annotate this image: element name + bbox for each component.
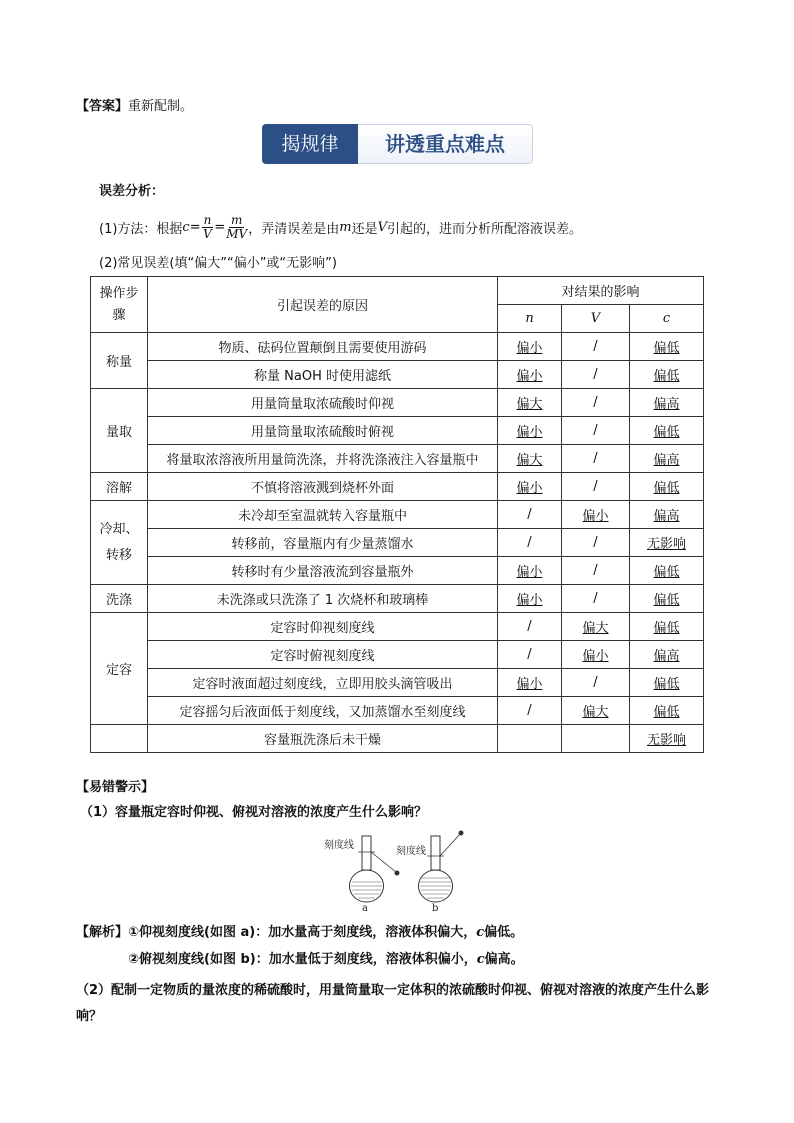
fig-caption-a: a — [362, 903, 368, 914]
row-n: 偏小 — [498, 361, 562, 389]
table-row — [91, 501, 704, 529]
group-fix: 定容 — [91, 613, 148, 725]
row-n: 偏小 — [498, 473, 562, 501]
row-c: 无影响 — [630, 725, 704, 753]
row-c: 偏低 — [630, 473, 704, 501]
analysis-bracket: 【解析】 — [76, 925, 129, 940]
analysis-line-1 — [76, 921, 523, 940]
row-c: 偏高 — [630, 389, 704, 417]
row-V: 偏小 — [562, 501, 630, 529]
table-row — [91, 697, 704, 725]
row-c: 偏低 — [630, 557, 704, 585]
table-row — [91, 585, 704, 613]
method-suffix-b: 还是 — [351, 222, 378, 237]
method-V: V — [377, 220, 387, 235]
row-reason: 定容时俯视刻度线 — [148, 641, 498, 669]
row-n: / — [498, 641, 562, 669]
row-reason: 不慎将溶液溅到烧杯外面 — [148, 473, 498, 501]
row-V: 偏小 — [562, 641, 630, 669]
header-V: V — [562, 305, 630, 333]
group-transfer: 冷却、转移 — [91, 501, 148, 585]
table-row — [91, 389, 704, 417]
analysis-1-end: 偏低。 — [484, 925, 524, 940]
row-c: 偏低 — [630, 361, 704, 389]
question-1: （1）容量瓶定容时仰视、俯视对溶液的浓度产生什么影响？ — [80, 805, 428, 820]
row-n: 偏小 — [498, 585, 562, 613]
row-c: 偏低 — [630, 417, 704, 445]
row-V: / — [562, 473, 630, 501]
row-n: 偏大 — [498, 389, 562, 417]
header-step: 操作步骤 — [91, 277, 148, 333]
fig-label-b: 刻度线 — [396, 846, 426, 857]
warning-title: 【易错警示】 — [76, 780, 155, 795]
flask-figure — [318, 828, 478, 914]
table-row — [91, 613, 704, 641]
analysis-line-2 — [128, 948, 524, 967]
row-n: 偏小 — [498, 333, 562, 361]
header-reason: 引起误差的原因 — [148, 277, 498, 333]
method-suffix-a: ，弄清误差是由 — [248, 222, 340, 237]
row-reason: 转移时有少量溶液流到容量瓶外 — [148, 557, 498, 585]
row-c: 偏低 — [630, 613, 704, 641]
row-reason: 定容时液面超过刻度线，立即用胶头滴管吸出 — [148, 669, 498, 697]
method-prefix: (1)方法：根据 — [99, 222, 183, 237]
header-c: c — [630, 305, 704, 333]
table-row — [91, 641, 704, 669]
analysis-heading: 误差分析： — [99, 184, 165, 199]
row-c: 偏低 — [630, 697, 704, 725]
row-V: 偏大 — [562, 697, 630, 725]
table-row — [91, 361, 704, 389]
row-c: 偏高 — [630, 501, 704, 529]
row-c: 偏高 — [630, 641, 704, 669]
group-measure: 量取 — [91, 389, 148, 473]
answer-bracket: 【答案】 — [76, 99, 129, 114]
row-n: 偏小 — [498, 669, 562, 697]
fraction-numerator-n: n — [203, 213, 212, 227]
formula-eq-2: = — [214, 220, 226, 235]
row-n: 偏小 — [498, 557, 562, 585]
error-table — [90, 276, 704, 753]
row-n: 偏大 — [498, 445, 562, 473]
fig-caption-b: b — [432, 903, 439, 914]
row-reason: 用量筒量取浓硫酸时仰视 — [148, 389, 498, 417]
fraction-m-over-MV — [226, 214, 247, 241]
flask-b — [419, 831, 464, 903]
row-n — [498, 725, 562, 753]
banner-right-label: 讲透重点难点 — [358, 124, 533, 164]
method-suffix-c: 引起的，进而分析所配溶液误差。 — [386, 222, 582, 237]
group-weigh: 称量 — [91, 333, 148, 389]
analysis-2-c: c — [476, 952, 485, 967]
row-n: / — [498, 697, 562, 725]
row-n: / — [498, 613, 562, 641]
table-row — [91, 725, 704, 753]
row-V: 偏大 — [562, 613, 630, 641]
row-n: / — [498, 529, 562, 557]
question-2: （2）配制一定物质的量浓度的稀硫酸时，用量筒量取一定体积的浓硫酸时仰视、俯视对溶液的浓度产生什么影响？ — [76, 983, 710, 1024]
table-row — [91, 473, 704, 501]
fraction-numerator-m: m — [231, 213, 243, 227]
table-row — [91, 333, 704, 361]
table-row — [91, 669, 704, 697]
group-wash: 洗涤 — [91, 585, 148, 613]
row-reason: 定容时仰视刻度线 — [148, 613, 498, 641]
row-c: 偏低 — [630, 669, 704, 697]
analysis-2-end: 偏高。 — [484, 952, 524, 967]
row-reason: 物质、砝码位置颠倒且需要使用游码 — [148, 333, 498, 361]
analysis-2-text: ②俯视刻度线(如图 b)：加水量低于刻度线，溶液体积偏小， — [128, 952, 477, 967]
row-c: 偏低 — [630, 585, 704, 613]
row-c: 偏高 — [630, 445, 704, 473]
row-reason: 称量 NaOH 时使用滤纸 — [148, 361, 498, 389]
table-row — [91, 445, 704, 473]
row-V: / — [562, 557, 630, 585]
fraction-denominator-MV: MV — [226, 227, 248, 241]
fig-label-a: 刻度线 — [324, 840, 354, 851]
header-n: n — [498, 305, 562, 333]
common-errors-line: (2)常见误差(填“偏大”“偏小”或“无影响”) — [99, 256, 337, 271]
formula-c: c — [182, 220, 190, 235]
row-c: 偏低 — [630, 333, 704, 361]
row-n: 偏小 — [498, 417, 562, 445]
row-V: / — [562, 529, 630, 557]
fraction-denominator-V: V — [203, 227, 212, 241]
row-V: / — [562, 333, 630, 361]
row-reason: 未冷却至室温就转入容量瓶中 — [148, 501, 498, 529]
formula-eq-1: = — [189, 220, 201, 235]
row-reason: 定容摇匀后液面低于刻度线，又加蒸馏水至刻度线 — [148, 697, 498, 725]
method-m: m — [339, 220, 352, 235]
row-reason: 容量瓶洗涤后未干燥 — [148, 725, 498, 753]
row-V: / — [562, 361, 630, 389]
header-effect: 对结果的影响 — [498, 277, 704, 305]
table-row — [91, 417, 704, 445]
section-banner — [262, 124, 532, 164]
group-empty — [91, 725, 148, 753]
row-reason: 用量筒量取浓硫酸时俯视 — [148, 417, 498, 445]
fraction-n-over-V — [202, 214, 214, 241]
row-V: / — [562, 445, 630, 473]
analysis-1-text: ①仰视刻度线(如图 a)：加水量高于刻度线，溶液体积偏大， — [128, 925, 477, 940]
table-row — [91, 557, 704, 585]
row-V: / — [562, 669, 630, 697]
row-V: / — [562, 585, 630, 613]
analysis-1-c: c — [476, 925, 485, 940]
answer-text: 重新配制。 — [128, 99, 194, 114]
row-V: / — [562, 417, 630, 445]
table-row — [91, 529, 704, 557]
row-reason: 转移前，容量瓶内有少量蒸馏水 — [148, 529, 498, 557]
row-n: / — [498, 501, 562, 529]
method-line — [99, 214, 582, 241]
row-V: / — [562, 389, 630, 417]
row-reason: 未洗涤或只洗涤了 1 次烧杯和玻璃棒 — [148, 585, 498, 613]
row-V — [562, 725, 630, 753]
banner-left-label: 揭规律 — [262, 124, 358, 164]
flask-a — [350, 836, 400, 902]
row-reason: 将量取浓溶液所用量筒洗涤，并将洗涤液注入容量瓶中 — [148, 445, 498, 473]
row-c: 无影响 — [630, 529, 704, 557]
answer-line — [76, 95, 193, 114]
group-dissolve: 溶解 — [91, 473, 148, 501]
